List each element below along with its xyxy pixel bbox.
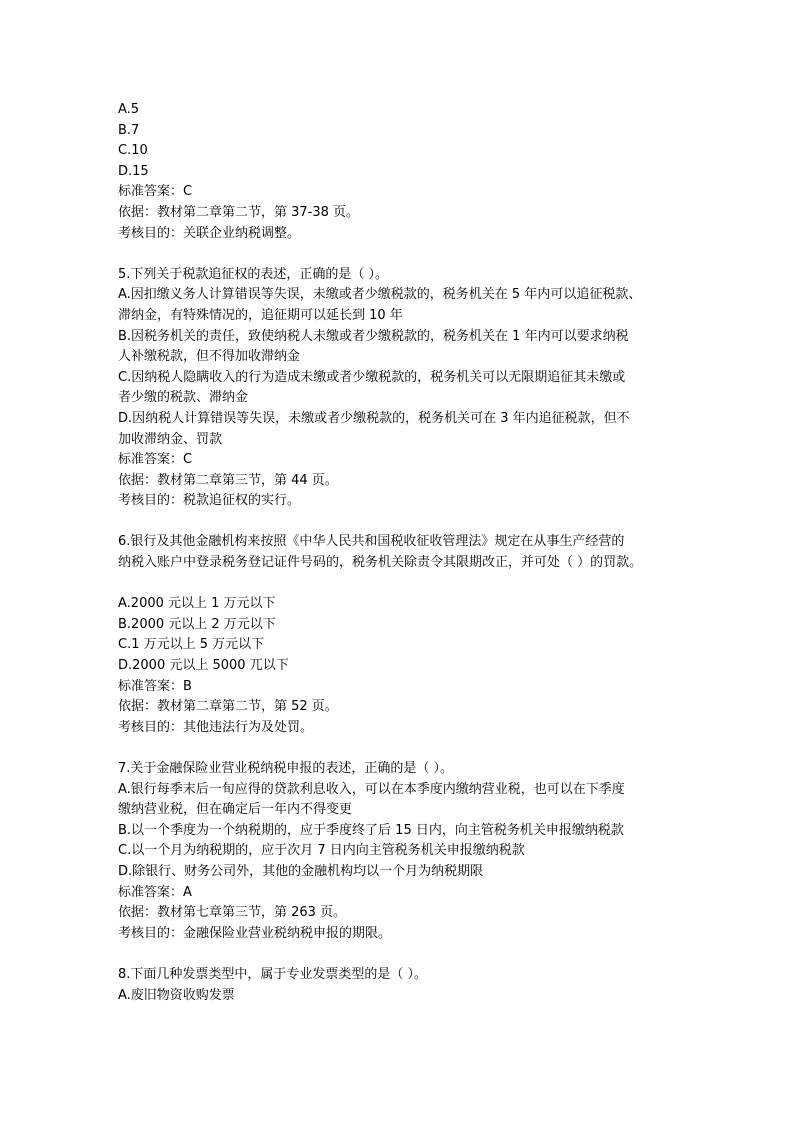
text-line: 纳税入账户中登录税务登记证件号码的，税务机关除责令其限期改正，并可处（ ）的罚款。: [118, 555, 643, 571]
blank-line: [118, 738, 718, 759]
document-page: [118, 100, 718, 1006]
text-line: 标准答案：A: [118, 884, 192, 900]
blank-line: [118, 512, 718, 533]
text-line: 标准答案：B: [118, 678, 192, 694]
text-line: A.5: [118, 102, 140, 117]
text-line: 者少缴的税款、滞纳金: [118, 390, 249, 406]
text-line: 加收滞纳金、罚款: [118, 431, 223, 447]
text-line: B.7: [118, 122, 140, 138]
text-line: B.因税务机关的责任，致使纳税人未缴或者少缴税款的，税务机关在 1 年内可以要求纳税: [118, 328, 629, 344]
text-line: 缴纳营业税，但在确定后一年内不得变更: [118, 802, 353, 818]
text-line: 8.下面几种发票类型中，属于专业发票类型的是（ ）。: [118, 966, 428, 982]
text-line: 考核目的：关联企业纳税调整。: [118, 225, 301, 241]
text-line: 考核目的：其他违法行为及处罚。: [118, 719, 314, 735]
text-line: C.因纳税人隐瞒收入的行为造成未缴或者少缴税款的，税务机关可以无限期追征其未缴或: [118, 369, 626, 385]
text-line: 依据：教材第二章第二节，第 37-38 页。: [118, 204, 360, 220]
text-line: 6.银行及其他金融机构来按照《中华人民共和国税收征收管理法》规定在从事生产经营的: [118, 534, 625, 550]
text-line: 依据：教材第二章第三节，第 44 页。: [118, 472, 338, 488]
text-line: 依据：教材第七章第三节，第 263 页。: [118, 905, 347, 921]
text-line: 7.关于金融保险业营业税纳税申报的表述，正确的是（ ）。: [118, 761, 454, 776]
blank-line: [118, 244, 718, 265]
text-line: D.2000 元以上 5000 兀以下: [118, 658, 289, 674]
text-line: 考核目的：金融保险业营业税纳税申报的期限。: [118, 925, 392, 941]
blank-line: [118, 944, 718, 965]
text-line: 滞纳金，有特殊情况的，追征期可以延长到 10 年: [118, 307, 403, 323]
text-line: A.银行每季末后一旬应得的贷款利息收入，可以在本季度内缴纳营业税，也可以在下季度: [118, 781, 625, 797]
text-line: D.除银行、财务公司外，其他的金融机构均以一个月为纳税期限: [118, 863, 484, 879]
text-line: 依据：教材第二章第二节，第 52 页。: [118, 699, 338, 715]
blank-line: [118, 574, 718, 595]
text-line: 考核目的：税款追征权的实行。: [118, 493, 301, 509]
text-line: C.1 万元以上 5 万元以下: [118, 637, 265, 653]
text-line: 标准答案：C: [118, 184, 193, 200]
text-line: C.以一个月为纳税期的，应于次月 7 日内向主管税务机关申报缴纳税款: [118, 843, 525, 859]
text-line: D.15: [118, 163, 149, 179]
text-line: 标准答案：C: [118, 452, 193, 468]
text-line: B.2000 元以上 2 万元以下: [118, 616, 276, 632]
text-line: 人补缴税款，但不得加收滞纳金: [118, 349, 301, 365]
text-line: 5.下列关于税款追征权的表述，正确的是（ ）。: [118, 266, 389, 282]
text-line: A.废旧物资收购发票: [118, 987, 235, 1003]
text-line: B.以一个季度为一个纳税期的，应于季度终了后 15 日内，向主管税务机关申报缴纳税款: [118, 822, 624, 838]
text-line: A.2000 元以上 1 万元以下: [118, 596, 276, 612]
text-line: A.因扣缴义务人计算错误等失误，未缴或者少缴税款的，税务机关在 5 年内可以追征税款、: [118, 287, 642, 303]
text-line: D.因纳税人计算错误等失误，未缴或者少缴税款的，税务机关可在 3 年内追征税款，但不: [118, 410, 630, 426]
text-line: C.10: [118, 143, 148, 159]
